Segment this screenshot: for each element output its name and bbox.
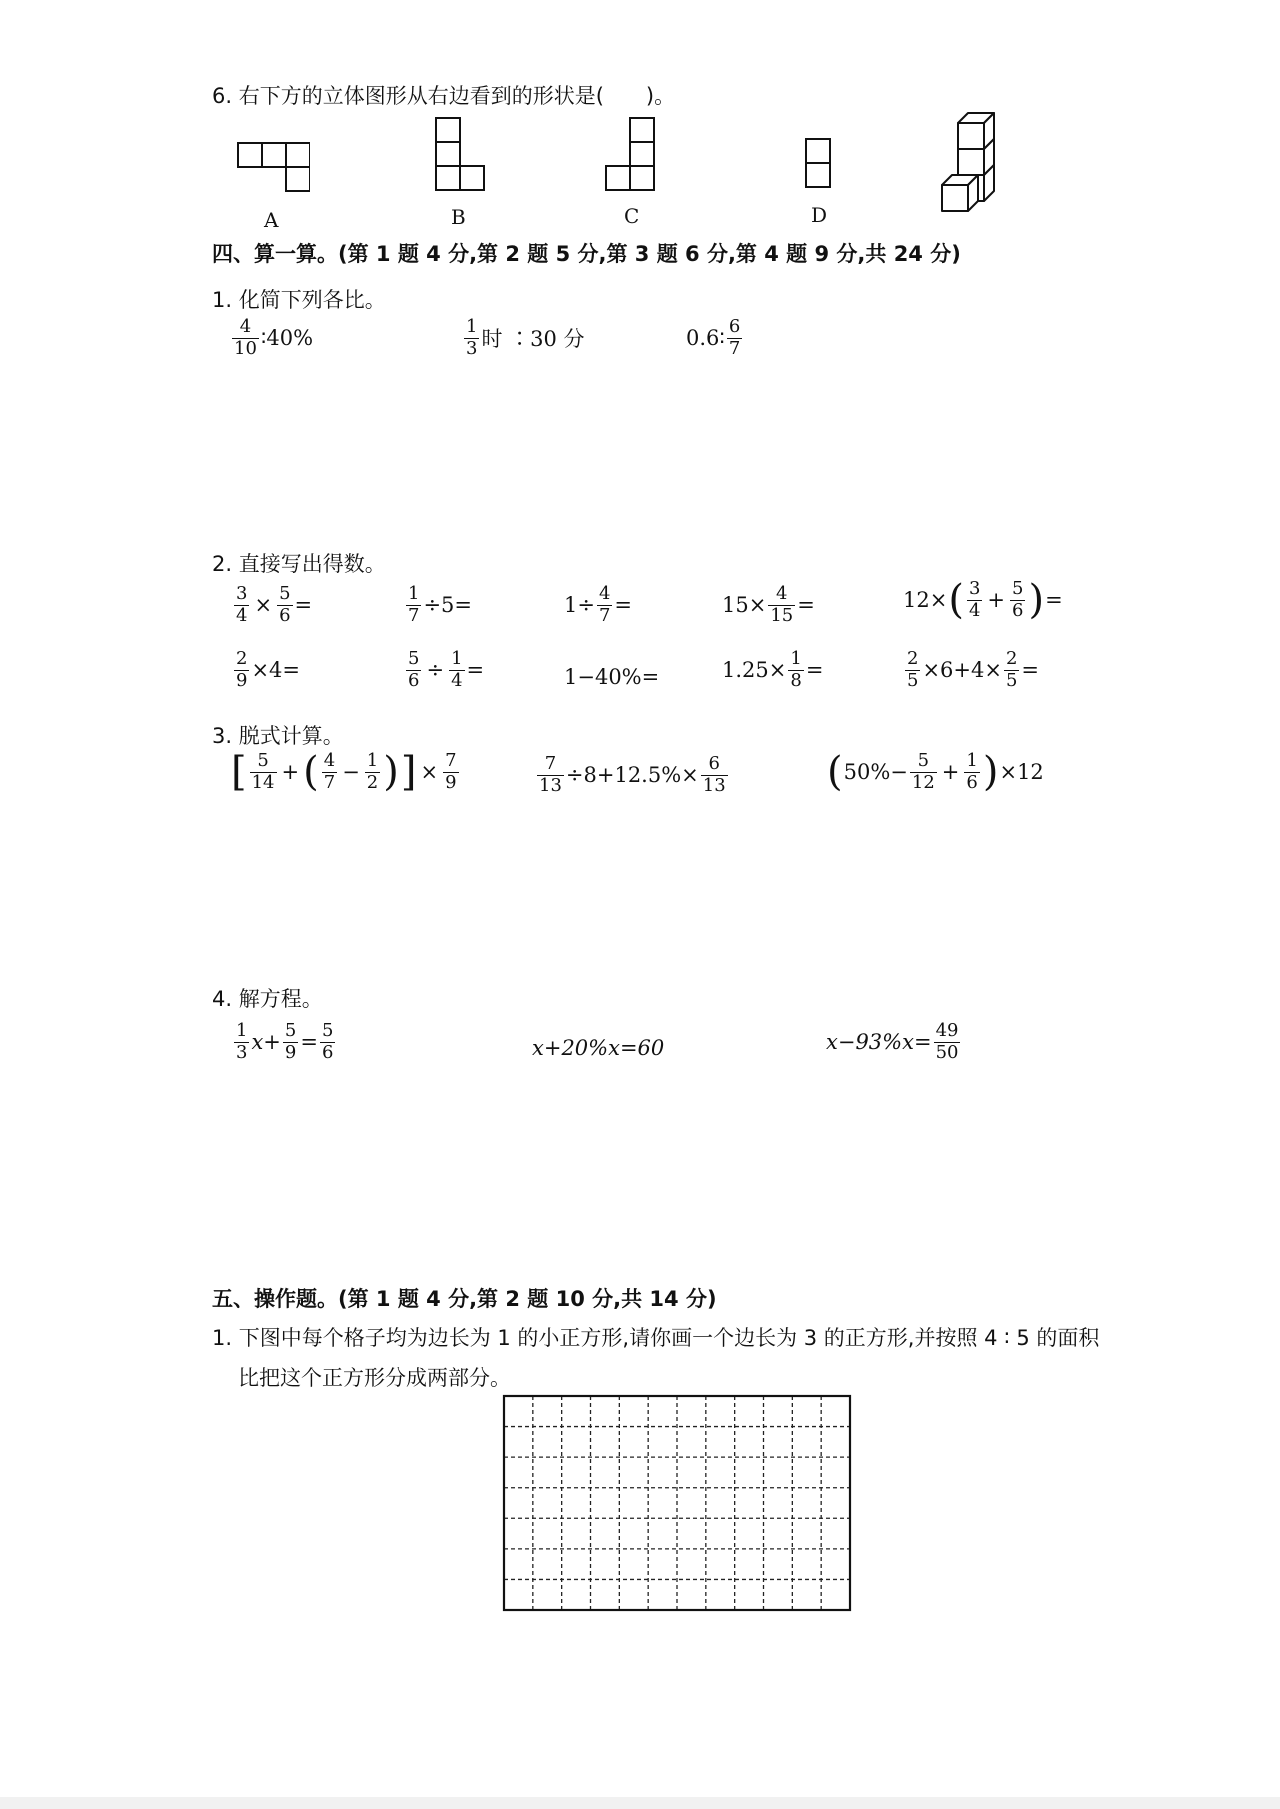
solid-figure xyxy=(940,108,1000,218)
calc-row1-a: $\frac{3}{4}$ × $\frac{5}{6}$ = xyxy=(236,583,313,626)
option-c-label: C xyxy=(624,204,640,228)
calc-row2-d: 1.25× $\frac{1}{8}$ = xyxy=(722,648,824,691)
calc-row1-c: 1÷ $\frac{4}{7}$ = xyxy=(564,583,633,626)
option-b-label: B xyxy=(451,205,466,229)
square-grid[interactable] xyxy=(502,1394,854,1614)
expr-c: ( 50%− $\frac{5}{12}$ + $\frac{1}{6}$ ) ×12 xyxy=(827,749,1044,796)
question-6-text: 6. 右下方的立体图形从右边看到的形状是( )。 xyxy=(212,84,676,108)
operation-q1-line1: 1. 下图中每个格子均为边长为 1 的小正方形,请你画一个边长为 3 的正方形,并按照 4 ∶ 5 的面积 xyxy=(212,1326,1100,1350)
option-d-label: D xyxy=(811,203,828,227)
calc-row1-d: 15× $\frac{4}{15}$ = xyxy=(722,583,815,626)
calc-row2-e: $\frac{2}{5}$ ×6+4× $\frac{2}{5}$ = xyxy=(907,648,1040,691)
calc-row2-c: 1−40%= xyxy=(564,665,660,689)
calc-row1-b: $\frac{1}{7}$ ÷5= xyxy=(408,583,473,626)
equation-b: x+20%x=60 xyxy=(532,1036,665,1060)
equation-c: x−93%x= $\frac{49}{50}$ xyxy=(826,1020,959,1063)
option-b-figure xyxy=(430,112,490,198)
part-3-title: 3. 脱式计算。 xyxy=(212,724,344,748)
expr-a: [ $\frac{5}{14}$ + ( $\frac{4}{7}$ − $\frac{1}{2}$ ) ] × $\frac{7}{9}$ xyxy=(231,749,457,796)
calc-row2-b: $\frac{5}{6}$ ÷ $\frac{1}{4}$ = xyxy=(408,648,485,691)
section-4-heading: 四、算一算。(第 1 题 4 分,第 2 题 5 分,第 3 题 6 分,第 4 题 9 分,共 24 分) xyxy=(212,242,961,266)
section-5-heading: 五、操作题。(第 1 题 4 分,第 2 题 10 分,共 14 分) xyxy=(212,1287,717,1311)
operation-q1-line2: 比把这个正方形分成两部分。 xyxy=(238,1366,511,1390)
calc-row2-a: $\frac{2}{9}$ ×4= xyxy=(236,648,301,691)
equation-a: $\frac{1}{3}$ x+ $\frac{5}{9}$ = $\frac{5}{6}$ xyxy=(236,1020,334,1063)
ratio-item-1: $\frac{4}{10}$ ∶40% xyxy=(234,316,314,359)
part-4-title: 4. 解方程。 xyxy=(212,987,323,1011)
page-bottom-edge xyxy=(0,1797,1280,1809)
part-2-title: 2. 直接写出得数。 xyxy=(212,552,386,576)
option-c-figure xyxy=(600,112,660,198)
part-1-title: 1. 化简下列各比。 xyxy=(212,288,386,312)
option-a-label: A xyxy=(264,208,279,232)
ratio-item-3: 0.6∶ $\frac{6}{7}$ xyxy=(686,316,741,359)
option-d-figure xyxy=(800,135,836,195)
ratio-item-2: $\frac{1}{3}$ 时 ∶30 分 xyxy=(466,316,585,359)
option-a-figure xyxy=(230,135,310,195)
expr-b: $\frac{7}{13}$ ÷8+12.5%× $\frac{6}{13}$ xyxy=(539,753,726,796)
calc-row1-e: 12× ( $\frac{3}{4}$ + $\frac{5}{6}$ ) = xyxy=(903,577,1063,624)
